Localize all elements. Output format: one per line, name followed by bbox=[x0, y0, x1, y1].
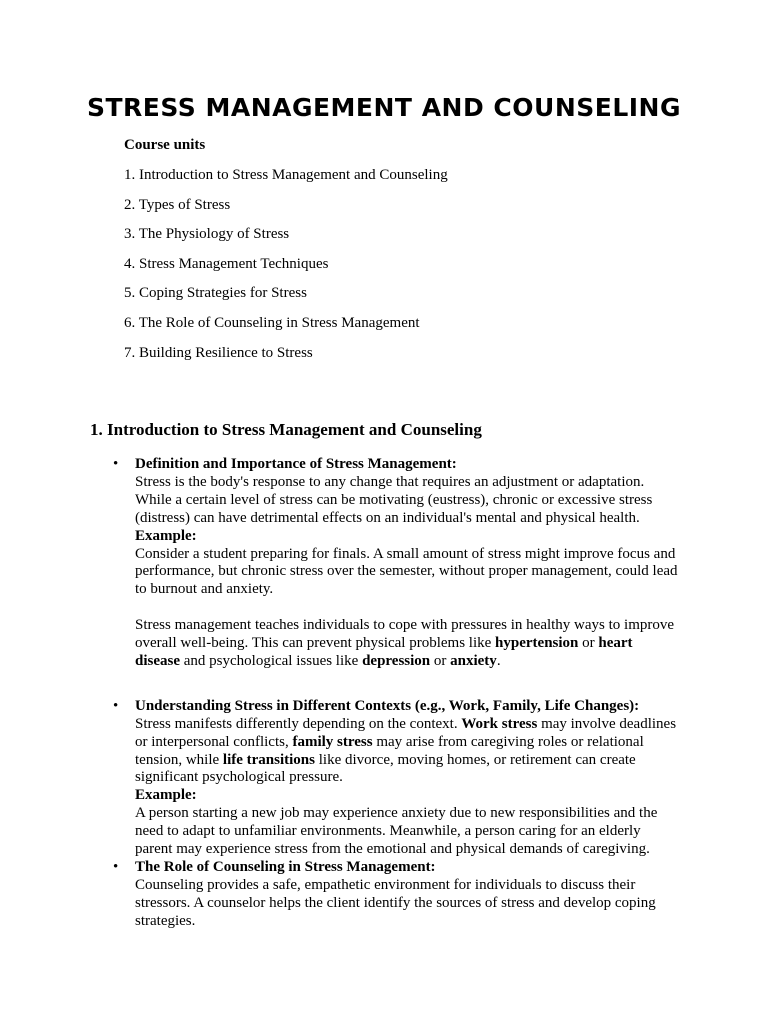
example-label: Example: bbox=[135, 787, 197, 804]
paragraph-spacer bbox=[135, 599, 680, 617]
bullet-dot-icon: • bbox=[113, 697, 119, 714]
bullet-body: Stress is the body's response to any change that requires an adjustment or adaptation. While a certain level of stress can be motivating (eustress), chronic or excessive stress (distress) can have detrimental effects on an individual's mental and physical health. bbox=[135, 473, 653, 526]
bullet-title: The Role of Counseling in Stress Management: bbox=[135, 859, 436, 876]
bullet-paragraph: Stress management teaches individuals to cope with pressures in healthy ways to improve overall well-being. This can prevent physical problems like hypertension or heart disease and psychological issues like depression or anxiety. bbox=[135, 617, 675, 669]
bullet-title: Definition and Importance of Stress Management: bbox=[135, 456, 457, 472]
bullet-dot-icon: • bbox=[113, 859, 119, 876]
course-unit-1: 1. Introduction to Stress Management and Counseling bbox=[124, 167, 448, 183]
bullet-title: Understanding Stress in Different Contexts (e.g., Work, Family, Life Changes): bbox=[135, 697, 640, 714]
bullet-dot-icon: • bbox=[113, 456, 119, 472]
bullet-item bbox=[0, 456, 680, 671]
bullet-item bbox=[0, 698, 680, 859]
section-1-bullets bbox=[0, 456, 768, 931]
course-units-heading: Course units bbox=[124, 137, 206, 153]
course-unit-4: 4. Stress Management Techniques bbox=[124, 255, 329, 272]
course-unit-7: 7. Building Resilience to Stress bbox=[124, 344, 313, 361]
course-unit-3: 3. The Physiology of Stress bbox=[124, 226, 290, 243]
section-1-heading: 1. Introduction to Stress Management and Counseling bbox=[90, 420, 482, 439]
example-text: A person starting a new job may experience anxiety due to new responsibilities and the need to adapt to unfamiliar environments. Meanwhile, a person caring for an elderly parent may experience stress from the emotional and physical demands of caregiving. bbox=[135, 805, 658, 858]
course-units-list bbox=[124, 134, 684, 371]
course-unit-6: 6. The Role of Counseling in Stress Management bbox=[124, 314, 420, 331]
bullet-item bbox=[0, 859, 680, 931]
course-unit-5: 5. Coping Strategies for Stress bbox=[124, 285, 307, 302]
course-unit-2: 2. Types of Stress bbox=[124, 196, 231, 213]
bullet-body: Counseling provides a safe, empathetic environment for individuals to discuss their stressors. A counselor helps the client identify the sources of stress and develop coping strategies. bbox=[135, 876, 656, 929]
bullet-body: Stress manifests differently depending on the context. Work stress may involve deadlines or interpersonal conflicts, family stress may arise from caregiving roles or relational tension, while life transitions like divorce, moving homes, or retirement can create significant psychological pressure. bbox=[135, 715, 677, 786]
example-label: Example: bbox=[135, 527, 197, 544]
document-title: STRESS MANAGEMENT AND COUNSELING bbox=[86, 93, 681, 122]
bullet-spacer bbox=[0, 671, 768, 698]
example-text: Consider a student preparing for finals. A small amount of stress might improve focus and performance, but chronic stress over the semester, without proper management, could lead to burnout and anxiety. bbox=[135, 545, 678, 598]
